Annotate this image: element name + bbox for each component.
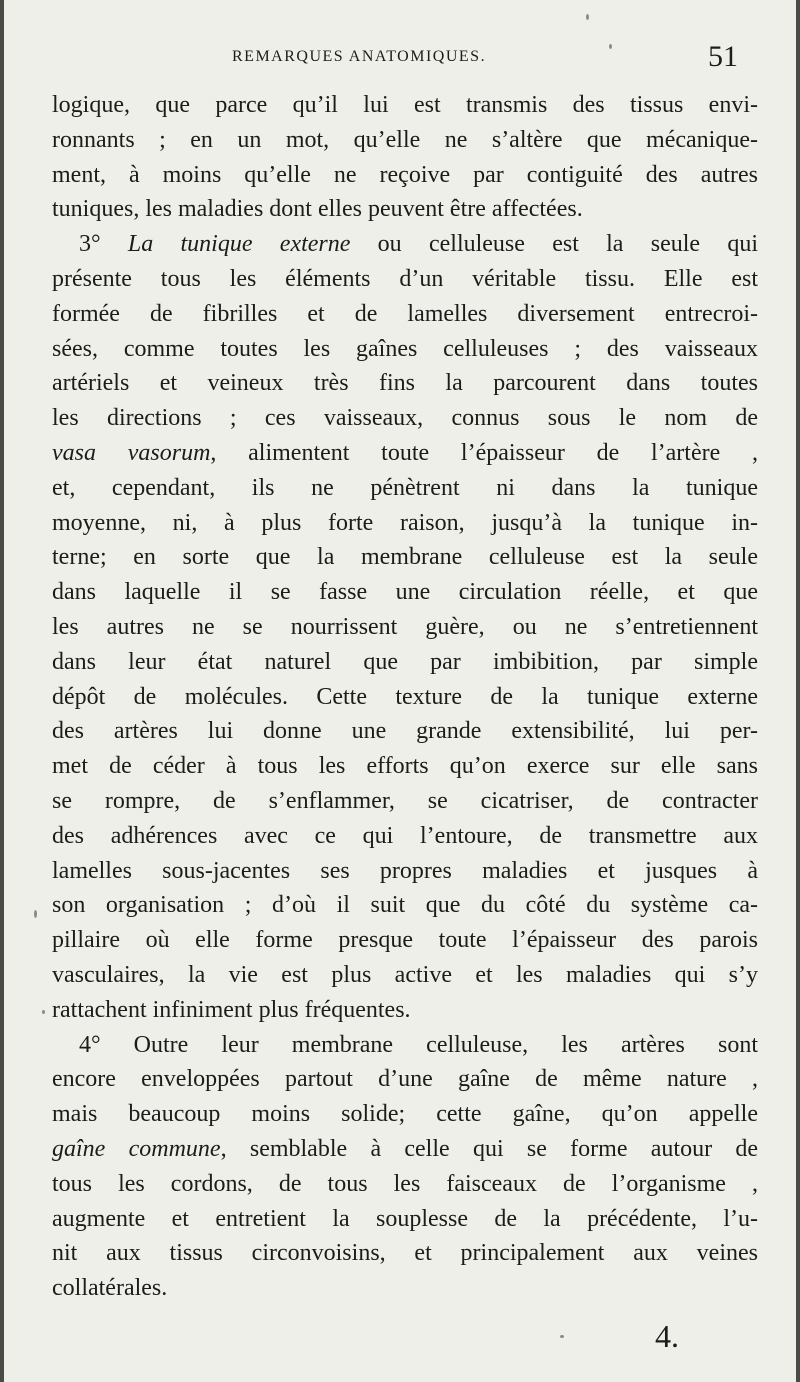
text-line: se rompre, de s’enflammer, se cicatriser, de contracter: [52, 787, 758, 814]
text-line: mais beaucoup moins solide; cette gaîne, qu’on appelle: [52, 1101, 758, 1128]
text-line: terne; en sorte que la membrane celluleuse est la seule: [52, 544, 758, 571]
text-line: collatérales.: [52, 1275, 168, 1302]
text-line: dans leur état naturel que par imbibition, par simple: [52, 648, 758, 675]
text-line: des artères lui donne une grande extensibilité, lui per-: [52, 718, 758, 745]
text-line: [52, 436, 758, 471]
text-line: logique, que parce qu’il lui est transmis des tissus envi-: [52, 92, 758, 118]
text-line: et, cependant, ils ne pénètrent ni dans la tunique: [52, 474, 758, 501]
paper-speck: [609, 44, 612, 49]
paper-speck: [42, 1010, 45, 1014]
running-head: REMARQUES ANATOMIQUES.: [232, 48, 487, 65]
text-line: dans laquelle il se fasse une circulation réelle, et que: [52, 579, 758, 606]
text-line: vasculaires, la vie est plus active et les maladies qui s’y: [52, 961, 758, 988]
text-line: ment, à moins qu’elle ne reçoive par contiguité des autres: [52, 161, 758, 188]
text-line: dépôt de molécules. Cette texture de la tunique externe: [52, 683, 758, 710]
text-line: rattachent infiniment plus fréquentes.: [52, 996, 411, 1023]
text-line: [52, 1132, 758, 1167]
text-line: présente tous les éléments d’un véritable tissu. Elle est: [52, 265, 758, 292]
text-line: 4° Outre leur membrane celluleuse, les artères sont: [79, 1031, 758, 1058]
signature-mark: 4.: [655, 1318, 679, 1354]
text-line: nit aux tissus circonvoisins, et principalement aux veines: [52, 1240, 758, 1267]
book-page: [4, 0, 796, 1382]
text-line: artériels et veineux très fins la parcourent dans toutes: [52, 370, 758, 397]
text-line: met de céder à tous les efforts qu’on exerce sur elle sans: [52, 753, 758, 780]
body-text: [52, 88, 758, 1306]
text-line: pillaire où elle forme presque toute l’épaisseur des parois: [52, 927, 758, 954]
italic-term: gaîne commune: [52, 1135, 221, 1162]
italic-term: La tunique externe: [127, 231, 351, 258]
text-line: des adhérences avec ce qui l’entoure, de transmettre aux: [52, 822, 758, 849]
text-fragment: , semblable à celle qui se forme autour de: [220, 1135, 758, 1162]
text-line: les autres ne se nourrissent guère, ou ne s’entretiennent: [52, 613, 758, 640]
text-fragment: , alimentent toute l’épaisseur de l’artère ,: [210, 439, 759, 466]
text-fragment: ou celluleuse est la seule qui: [350, 231, 758, 258]
paper-speck: [34, 910, 37, 918]
text-line: encore enveloppées partout d’une gaîne de même nature ,: [52, 1066, 758, 1093]
text-line: ronnants ; en un mot, qu’elle ne s’altère que mécanique-: [52, 126, 758, 153]
section-number: 3°: [79, 231, 128, 258]
italic-term: vasa vasorum: [52, 439, 211, 466]
text-line: tuniques, les maladies dont elles peuvent être affectées.: [52, 196, 583, 223]
text-line: lamelles sous-jacentes ses propres maladies et jusques à: [52, 857, 758, 884]
text-line: moyenne, ni, à plus forte raison, jusqu’à la tunique in-: [52, 509, 758, 536]
paper-speck: [586, 14, 589, 20]
text-line: tous les cordons, de tous les faisceaux de l’organisme ,: [52, 1170, 758, 1197]
text-line: augmente et entretient la souplesse de la précédente, l’u-: [52, 1205, 758, 1232]
text-line: son organisation ; d’où il suit que du côté du système ca-: [52, 892, 758, 919]
text-line: sées, comme toutes les gaînes celluleuses ; des vaisseaux: [52, 335, 758, 362]
text-line: formée de fibrilles et de lamelles diversement entrecroi-: [52, 300, 758, 327]
text-line: les directions ; ces vaisseaux, connus sous le nom de: [52, 405, 758, 432]
page-number: 51: [708, 40, 738, 73]
paper-speck: [560, 1335, 564, 1338]
text-line: [52, 227, 758, 262]
